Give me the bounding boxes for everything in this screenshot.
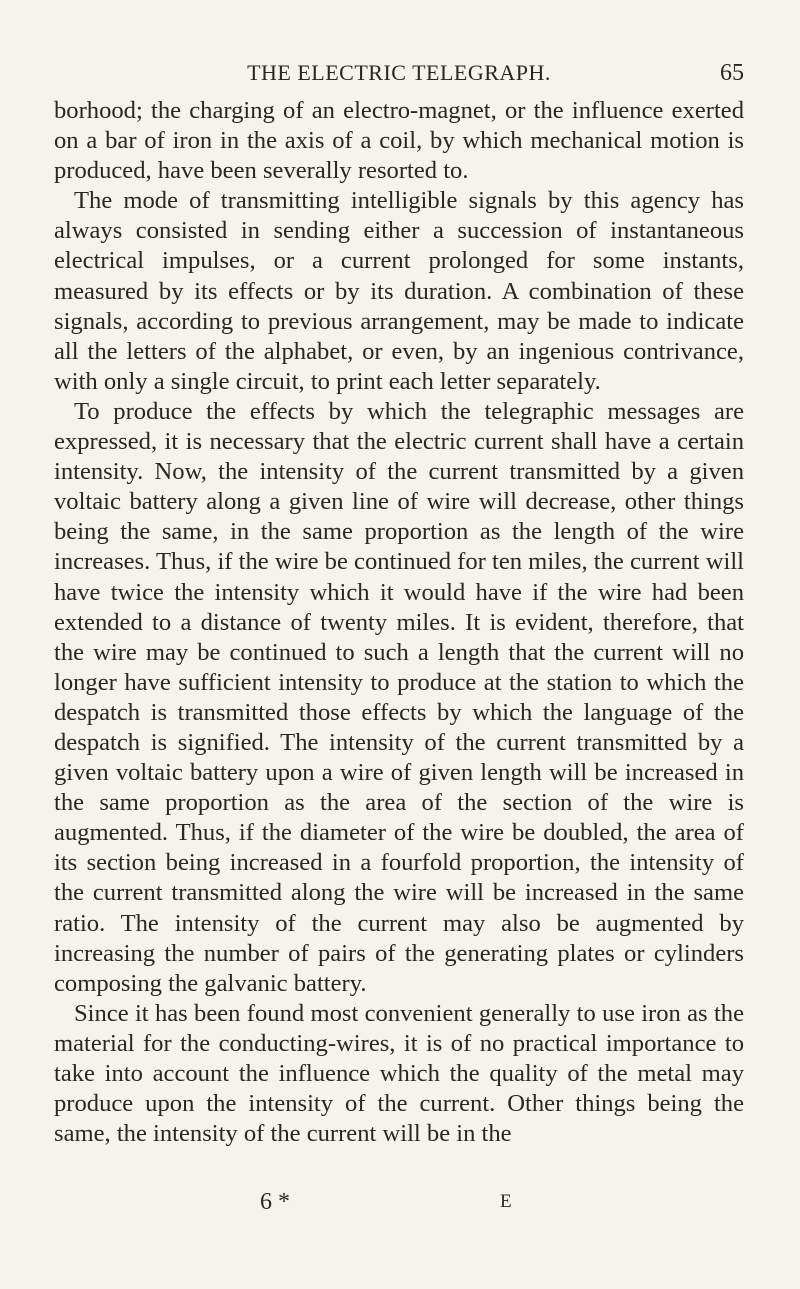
paragraph-intensity: To produce the effects by which the telegraphic messages are expressed, it is necessary that the electric current shall have a certain intensity. Now, the intensity of the current transmitted by a given voltaic battery along a given line of wire will decrease, other things being the same, in the same proportion as the length of the wire increases. Thus, if the wire be continued for ten miles, the current will have twice the intensity which it would have if the wire had been extended to a distance of twenty miles. It is evident, therefore, that the wire may be continued to such a length that the current will no longer have sufficient intensity to produce at the station to which the despatch is transmitted those effects by which the language of the despatch is signified. The intensity of the current transmitted by a given voltaic battery upon a wire of given length will be increased in the same proportion as the area of the section of the wire is augmented. Thus, if the diameter of the wire be doubled, the area of its section being increased in a fourfold proportion, the intensity of the current transmitted along the wire will be increased in the same ratio. The intensity of the current may also be augmented by increasing the number of pairs of the generating plates or cylinders composing the galvanic battery. [54,397,745,997]
paragraph-continued: borhood; the charging of an electro-magnet, or the influence exerted on a bar of iron in the axis of a coil, by which mechanical motion is produced, have been severally resorted to. [54,97,744,185]
signature-letter: E [500,1191,513,1212]
paragraph-signals: The mode of transmitting intelligible signals by this agency has always consisted in sending either a succession of instantaneous electrical impulses, or a current prolonged for some instants, measured by its effects or by its duration. A combination of these signals, according to previous arrangement, may be made to indicate all the letters of the alphabet, or even, by an ingenious contrivance, with only a single circuit, to print each letter separately. [54,187,744,395]
paragraph-conducting-wires: Since it has been found most convenient generally to use iron as the material for the conducting-wires, it is of no practical importance to take into account the influence which the quality of the metal may produce upon the intensity of the current. Other things being the same, the intensity of the current will be in the [54,999,744,1148]
page-number: 65 [720,60,744,86]
running-title: THE ELECTRIC TELEGRAPH. [247,60,551,85]
signature-line [54,1189,744,1221]
body-text [54,96,744,1149]
book-page [54,0,745,1215]
signature-mark: 6 * [260,1189,290,1215]
running-head [54,0,744,96]
